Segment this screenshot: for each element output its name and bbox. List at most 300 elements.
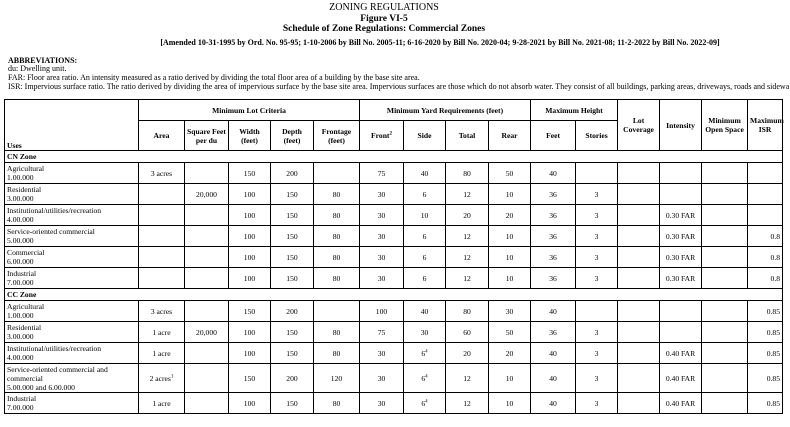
sqft-cell xyxy=(185,393,229,414)
use-code: 1.00.000 xyxy=(7,173,34,182)
side-cell xyxy=(404,343,446,364)
intensity-value: 0.30 FAR xyxy=(665,273,696,283)
frontage-value: 80 xyxy=(332,231,341,241)
sqft-cell xyxy=(185,343,229,364)
isr-cell xyxy=(748,163,783,184)
depth-cell xyxy=(271,301,314,322)
width-cell xyxy=(229,322,271,343)
intensity-cell xyxy=(660,364,702,393)
intensity-value: 0.40 FAR xyxy=(665,398,696,408)
depth-value: 200 xyxy=(286,168,298,178)
open-space-header: Minimum Open Space xyxy=(702,100,748,151)
frontage-cell xyxy=(314,163,360,184)
abbreviation-far: FAR: Floor area ratio. An intensity measured as a ratio derived by dividing the total floor area of a building by the base site area. xyxy=(8,73,420,82)
coverage-cell xyxy=(618,205,660,226)
width-cell xyxy=(229,226,271,247)
area-header: Area xyxy=(139,121,185,151)
total-value: 12 xyxy=(463,231,471,241)
rear-value: 50 xyxy=(505,327,514,337)
depth-cell xyxy=(271,247,314,268)
side-value: 6 xyxy=(422,231,427,241)
front-cell xyxy=(360,184,404,205)
total-value: 12 xyxy=(463,189,471,199)
stories-value: 3 xyxy=(594,398,599,408)
use-cell xyxy=(5,184,139,205)
coverage-cell xyxy=(618,226,660,247)
depth-value: 200 xyxy=(286,373,298,383)
regulations-title: ZONING REGULATIONS xyxy=(329,2,439,13)
side-cell xyxy=(404,364,446,393)
total-value: 80 xyxy=(463,168,471,178)
total-yard-header: Total xyxy=(446,121,489,151)
feet-cell xyxy=(531,184,576,205)
max-isr-header: Maximum ISR xyxy=(748,100,783,151)
rear-cell xyxy=(489,343,531,364)
coverage-cell xyxy=(618,343,660,364)
stories-cell xyxy=(576,247,618,268)
total-cell xyxy=(446,226,489,247)
feet-value: 40 xyxy=(549,373,557,383)
side-value: 6 xyxy=(422,252,427,262)
front-value: 75 xyxy=(377,168,386,178)
width-value: 100 xyxy=(243,398,256,408)
stories-cell xyxy=(576,343,618,364)
intensity-cell xyxy=(660,184,702,205)
intensity-cell xyxy=(660,226,702,247)
width-value: 100 xyxy=(243,348,256,358)
coverage-cell xyxy=(618,364,660,393)
open-cell xyxy=(702,247,748,268)
total-value: 80 xyxy=(463,306,471,316)
frontage-value: 80 xyxy=(332,327,341,337)
side-value: 6 xyxy=(421,373,426,383)
isr-cell xyxy=(748,268,783,289)
isr-cell xyxy=(748,301,783,322)
side-value: 6 xyxy=(421,398,426,408)
isr-value: 0.85 xyxy=(766,327,781,337)
use-name: Institutional/utilities/recreation xyxy=(7,344,102,353)
zone-regulations-table xyxy=(4,99,783,414)
stories-cell xyxy=(576,268,618,289)
side-yard-header: Side xyxy=(404,121,446,151)
isr-cell xyxy=(748,343,783,364)
use-code: 5.00.000 xyxy=(7,236,34,245)
depth-value: 150 xyxy=(286,231,298,241)
depth-value: 150 xyxy=(286,273,298,283)
area-cell xyxy=(139,226,185,247)
width-cell xyxy=(229,393,271,414)
side-cell xyxy=(404,184,446,205)
front-cell xyxy=(360,364,404,393)
rear-cell xyxy=(489,268,531,289)
schedule-subtitle: Schedule of Zone Regulations: Commercial Zones xyxy=(282,24,486,34)
front-cell xyxy=(360,393,404,414)
feet-cell xyxy=(531,364,576,393)
use-code: 7.00.000 xyxy=(7,278,34,287)
width-value: 100 xyxy=(243,273,256,283)
stories-value: 3 xyxy=(594,327,599,337)
open-cell xyxy=(702,393,748,414)
use-code: 4.00.000 xyxy=(7,353,34,362)
front-value: 30 xyxy=(377,189,386,199)
use-name: Commercial xyxy=(7,248,45,257)
open-cell xyxy=(702,322,748,343)
depth-cell xyxy=(271,393,314,414)
use-cell xyxy=(5,247,139,268)
sqft-cell xyxy=(185,226,229,247)
intensity-value: 0.30 FAR xyxy=(665,231,696,241)
use-cell xyxy=(5,301,139,322)
table-row xyxy=(5,301,783,322)
side-value: 6 xyxy=(421,348,426,358)
yard-requirements-header: Minimum Yard Requirements (feet) xyxy=(360,100,531,121)
rear-cell xyxy=(489,322,531,343)
frontage-value: 80 xyxy=(332,252,341,262)
total-cell xyxy=(446,343,489,364)
rear-value: 30 xyxy=(505,306,514,316)
front-value: 30 xyxy=(377,252,386,262)
width-value: 150 xyxy=(243,373,256,383)
height-feet-header: Feet xyxy=(531,121,576,151)
open-cell xyxy=(702,364,748,393)
front-footnote: 2 xyxy=(389,131,392,137)
rear-value: 20 xyxy=(505,348,514,358)
frontage-cell xyxy=(314,301,360,322)
depth-cell xyxy=(271,322,314,343)
width-cell xyxy=(229,364,271,393)
side-cell xyxy=(404,205,446,226)
coverage-cell xyxy=(618,247,660,268)
sqft-cell xyxy=(185,268,229,289)
lot-criteria-header: Minimum Lot Criteria xyxy=(139,100,360,121)
stories-value: 3 xyxy=(594,348,599,358)
side-cell xyxy=(404,393,446,414)
side-value: 30 xyxy=(420,327,429,337)
rear-cell xyxy=(489,247,531,268)
side-cell xyxy=(404,301,446,322)
open-cell xyxy=(702,226,748,247)
sqft-cell xyxy=(185,205,229,226)
feet-cell xyxy=(531,205,576,226)
open-cell xyxy=(702,205,748,226)
frontage-cell xyxy=(314,247,360,268)
frontage-value: 120 xyxy=(330,373,343,383)
table-row xyxy=(5,184,783,205)
rear-value: 50 xyxy=(505,168,514,178)
area-value: 1 acre xyxy=(152,348,171,358)
feet-value: 36 xyxy=(549,327,557,337)
area-cell xyxy=(139,393,185,414)
use-cell xyxy=(5,268,139,289)
depth-value: 150 xyxy=(286,210,298,220)
depth-cell xyxy=(271,205,314,226)
depth-cell xyxy=(271,226,314,247)
stories-value: 3 xyxy=(594,189,599,199)
zone-header-row xyxy=(5,151,783,163)
side-value: 6 xyxy=(422,273,427,283)
use-cell xyxy=(5,393,139,414)
total-cell xyxy=(446,364,489,393)
sqft-per-du-header: Square Feet per du xyxy=(185,121,229,151)
footnote-marker: 4 xyxy=(425,398,428,404)
sqft-value: 20,000 xyxy=(196,189,217,199)
stories-value: 3 xyxy=(594,252,599,262)
rear-yard-header: Rear xyxy=(489,121,531,151)
footnote-marker: 4 xyxy=(425,348,428,354)
total-value: 20 xyxy=(463,348,471,358)
feet-value: 40 xyxy=(549,306,557,316)
front-value: 30 xyxy=(377,210,386,220)
depth-value: 150 xyxy=(286,348,298,358)
width-value: 100 xyxy=(243,327,256,337)
footnote-marker: 1 xyxy=(170,373,174,379)
open-cell xyxy=(702,268,748,289)
sqft-cell xyxy=(185,301,229,322)
intensity-value: 0.30 FAR xyxy=(665,252,696,262)
total-value: 12 xyxy=(463,252,471,262)
table-row xyxy=(5,393,783,414)
use-cell xyxy=(5,163,139,184)
table-row xyxy=(5,322,783,343)
sqft-cell xyxy=(185,163,229,184)
depth-cell xyxy=(271,163,314,184)
side-value: 40 xyxy=(420,306,429,316)
front-value: 30 xyxy=(377,398,386,408)
depth-cell xyxy=(271,268,314,289)
stories-value: 3 xyxy=(594,210,599,220)
use-code: 7.00.000 xyxy=(7,403,34,412)
front-value: 30 xyxy=(377,231,386,241)
frontage-value: 80 xyxy=(332,348,341,358)
table-row xyxy=(5,364,783,393)
frontage-cell xyxy=(314,226,360,247)
depth-cell xyxy=(271,184,314,205)
frontage-cell xyxy=(314,268,360,289)
uses-header: Uses xyxy=(5,100,139,151)
area-value: 2 acres xyxy=(149,373,171,383)
depth-header: Depth (feet) xyxy=(271,121,314,151)
feet-value: 36 xyxy=(549,231,557,241)
use-code: 5.00.000 and 6.00.000 xyxy=(7,383,75,392)
feet-cell xyxy=(531,226,576,247)
total-value: 60 xyxy=(463,327,471,337)
area-cell xyxy=(139,205,185,226)
front-cell xyxy=(360,322,404,343)
isr-cell xyxy=(748,393,783,414)
front-value: 100 xyxy=(375,306,388,316)
frontage-header: Frontage (feet) xyxy=(314,121,360,151)
abbreviation-isr: ISR: Impervious surface ratio. The ratio derived by dividing the area of impervious surface by the base site area. Impervious surfaces are those which do not absorb water. They consist of all buildings, parking areas, driveways, roads and sidewa xyxy=(8,82,790,91)
rear-cell xyxy=(489,226,531,247)
intensity-cell xyxy=(660,343,702,364)
rear-cell xyxy=(489,184,531,205)
area-value: 1 acre xyxy=(152,398,171,408)
total-value: 20 xyxy=(463,210,471,220)
feet-cell xyxy=(531,343,576,364)
frontage-cell xyxy=(314,322,360,343)
frontage-value: 80 xyxy=(332,210,341,220)
front-value: 75 xyxy=(377,327,386,337)
use-cell xyxy=(5,226,139,247)
area-value: 3 acres xyxy=(150,306,173,316)
depth-value: 150 xyxy=(286,327,298,337)
frontage-cell xyxy=(314,393,360,414)
width-cell xyxy=(229,343,271,364)
amendment-note: [Amended 10-31-1995 by Ord. No. 95-95; 1-10-2006 by Bill No. 2005-11; 6-16-2020 by Bill No. 2020-04; 9-28-2021 by Bill No. 2021-08; 11-2-2022 by Bill No. 2022-09] xyxy=(160,38,720,47)
sqft-cell xyxy=(185,184,229,205)
front-value: 30 xyxy=(377,348,386,358)
figure-label: Figure VI-5 xyxy=(360,14,408,24)
open-cell xyxy=(702,301,748,322)
total-cell xyxy=(446,322,489,343)
feet-value: 36 xyxy=(549,210,557,220)
coverage-cell xyxy=(618,393,660,414)
use-name: Residential xyxy=(7,185,42,194)
use-name: Agricultural xyxy=(7,164,45,173)
depth-value: 150 xyxy=(286,252,298,262)
frontage-cell xyxy=(314,184,360,205)
use-code: 3.00.000 xyxy=(7,194,34,203)
width-cell xyxy=(229,268,271,289)
use-name: Institutional/utilities/recreation xyxy=(7,206,102,215)
intensity-cell xyxy=(660,393,702,414)
total-value: 12 xyxy=(463,373,471,383)
width-cell xyxy=(229,163,271,184)
stories-cell xyxy=(576,393,618,414)
side-cell xyxy=(404,226,446,247)
abbreviations-heading: ABBREVIATIONS: xyxy=(8,56,78,65)
isr-value: 0.8 xyxy=(770,273,781,283)
width-cell xyxy=(229,184,271,205)
side-value: 10 xyxy=(420,210,429,220)
front-yard-header: Front$^2$ xyxy=(360,121,404,151)
total-cell xyxy=(446,184,489,205)
sqft-cell xyxy=(185,322,229,343)
intensity-cell xyxy=(660,247,702,268)
height-stories-header: Stories xyxy=(576,121,618,151)
open-cell xyxy=(702,343,748,364)
sqft-cell xyxy=(185,247,229,268)
area-cell xyxy=(139,301,185,322)
intensity-cell xyxy=(660,268,702,289)
coverage-cell xyxy=(618,322,660,343)
isr-cell xyxy=(748,364,783,393)
area-cell xyxy=(139,247,185,268)
intensity-header: Intensity xyxy=(660,100,702,151)
lot-coverage-header: Lot Coverage xyxy=(618,100,660,151)
frontage-value: 80 xyxy=(332,398,341,408)
side-cell xyxy=(404,163,446,184)
side-value: 40 xyxy=(420,168,429,178)
feet-cell xyxy=(531,163,576,184)
table-row xyxy=(5,205,783,226)
intensity-value: 0.30 FAR xyxy=(665,210,696,220)
frontage-cell xyxy=(314,364,360,393)
use-name: Industrial xyxy=(7,269,37,278)
width-value: 100 xyxy=(243,231,256,241)
table-row xyxy=(5,247,783,268)
frontage-value: 80 xyxy=(332,189,341,199)
stories-cell xyxy=(576,301,618,322)
max-height-header: Maximum Height xyxy=(531,100,618,121)
area-cell xyxy=(139,343,185,364)
total-cell xyxy=(446,393,489,414)
feet-value: 36 xyxy=(549,252,557,262)
width-value: 150 xyxy=(243,306,256,316)
rear-cell xyxy=(489,364,531,393)
total-cell xyxy=(446,301,489,322)
open-cell xyxy=(702,163,748,184)
width-value: 100 xyxy=(243,210,256,220)
stories-cell xyxy=(576,205,618,226)
rear-value: 10 xyxy=(505,398,514,408)
sqft-value: 20,000 xyxy=(196,327,217,337)
rear-value: 10 xyxy=(505,273,514,283)
side-cell xyxy=(404,268,446,289)
area-cell xyxy=(139,322,185,343)
use-name: Residential xyxy=(7,323,42,332)
table-body xyxy=(5,151,783,414)
front-cell xyxy=(360,343,404,364)
isr-value: 0.85 xyxy=(766,373,781,383)
isr-value: 0.8 xyxy=(770,231,781,241)
feet-cell xyxy=(531,393,576,414)
front-value: 30 xyxy=(377,273,386,283)
depth-value: 150 xyxy=(286,189,298,199)
total-cell xyxy=(446,163,489,184)
use-name: Service-oriented commercial xyxy=(7,227,95,236)
area-value: 3 acres xyxy=(150,168,173,178)
front-cell xyxy=(360,268,404,289)
frontage-value: 80 xyxy=(332,273,341,283)
rear-value: 10 xyxy=(505,252,514,262)
width-value: 100 xyxy=(243,189,256,199)
use-name: Service-oriented commercial and commercial xyxy=(7,365,108,383)
feet-cell xyxy=(531,301,576,322)
stories-cell xyxy=(576,226,618,247)
use-name: Agricultural xyxy=(7,302,45,311)
feet-value: 40 xyxy=(549,398,557,408)
isr-value: 0.85 xyxy=(766,348,781,358)
isr-cell xyxy=(748,205,783,226)
frontage-cell xyxy=(314,343,360,364)
rear-cell xyxy=(489,301,531,322)
total-cell xyxy=(446,205,489,226)
stories-cell xyxy=(576,322,618,343)
table-row xyxy=(5,268,783,289)
depth-value: 200 xyxy=(286,306,298,316)
footnote-marker: 4 xyxy=(425,373,428,379)
isr-value: 0.8 xyxy=(770,252,781,262)
open-cell xyxy=(702,184,748,205)
use-cell xyxy=(5,343,139,364)
area-value: 1 acre xyxy=(152,327,171,337)
isr-cell xyxy=(748,184,783,205)
feet-value: 40 xyxy=(549,168,557,178)
feet-value: 36 xyxy=(549,273,557,283)
use-code: 3.00.000 xyxy=(7,332,34,341)
feet-value: 36 xyxy=(549,189,557,199)
rear-value: 20 xyxy=(505,210,514,220)
front-cell xyxy=(360,205,404,226)
rear-cell xyxy=(489,205,531,226)
intensity-cell xyxy=(660,163,702,184)
side-cell xyxy=(404,247,446,268)
isr-cell xyxy=(748,226,783,247)
abbreviation-du: du: Dwelling unit. xyxy=(8,64,67,73)
table-row xyxy=(5,163,783,184)
total-value: 12 xyxy=(463,273,471,283)
